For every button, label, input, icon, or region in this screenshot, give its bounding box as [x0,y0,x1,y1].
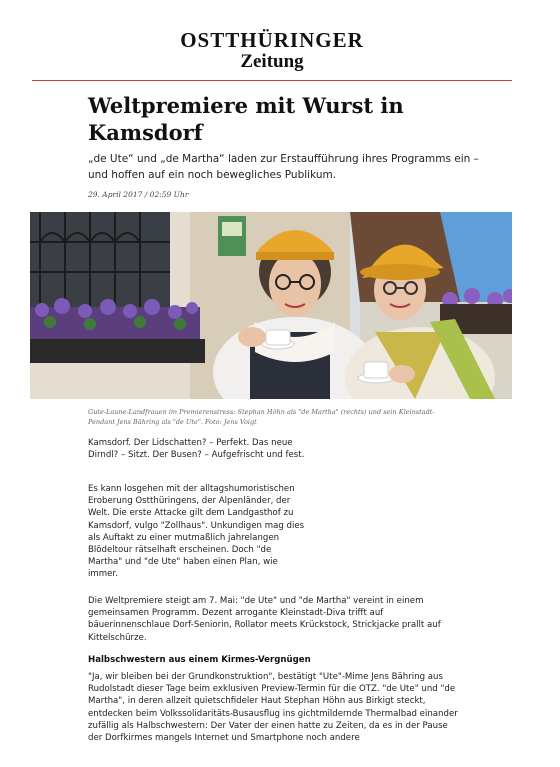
article-dateline: 29. April 2017 / 02:59 Uhr [88,190,189,199]
article-paragraph-3: Die Weltpremiere steigt am 7. Mai: "de Ute" und "de Martha" vereint in einem gemeinsamen Programm. Dezent arrogante Kleinstadt-Diva trifft auf bäuerinnenschlaue Dorf-Seniorin, Rollator meets Krückstock, Strickjacke prallt auf Kittelschürze. [88,596,441,643]
masthead-line-1: OSTTHÜRINGER [180,28,364,52]
article-headline: Weltpremiere mit Wurst in Kamsdorf [88,93,404,145]
masthead-line-2: Zeitung [240,51,304,72]
article-paragraph-4: "Ja, wir bleiben bei der Grundkonstruktion", bestätigt "Ute"-Mime Jens Bähring aus Rudolstadt dieser Tage beim exklusiven Preview-Termin für die OTZ. "de Ute" und "de Martha", in deren allzeit quietschfideler Haut Stephan Höhn aus Birkigt steckt, entdecken beim Volkssolidaritäts-Busausflug ins gichtmildernde Thermalbad einander zufällig als Halbschwestern: Der Vater der einen hatte zu Zeiten, da es in der Pause der Dorfkirmes mangels Internet und Smartphone noch andere [88,672,458,744]
article-subheading: Halbschwestern aus einem Kirmes-Vergnügen [88,655,311,665]
newspaper-masthead [0,30,544,71]
photo-caption: Gute-Laune-Landfrauen im Premierenstress: Stephan Höhn als "de Martha" (rechts) und sein Kleinstadt-Pendant Jens Bähring als "de Ute". Foto: Jens Voigt [88,408,435,426]
article-teaser: „de Ute“ und „de Martha“ laden zur Erstaufführung ihres Programms ein – und hoffen auf ein noch bewegliches Publikum. [88,153,479,181]
article-paragraph-1: Kamsdorf. Der Lidschatten? – Perfekt. Das neue Dirndl? – Sitzt. Der Busen? – Aufgefrischt und fest. [88,438,305,461]
header-divider [32,80,512,81]
article-paragraph-2: Es kann losgehen mit der alltagshumoristischen Eroberung Ostthüringens, der Alpenländer, der Welt. Die erste Attacke gilt dem Landgasthof zu Kamsdorf, vulgo "Zollhaus". Unkundigen mag dies als Auftakt zu einer mutmaßlich jahrelangen Blödeltour rätselhaft erscheinen. Doch "de Martha" und "de Ute" haben einen Plan, wie immer. [88,484,305,580]
article-photo [30,212,512,399]
